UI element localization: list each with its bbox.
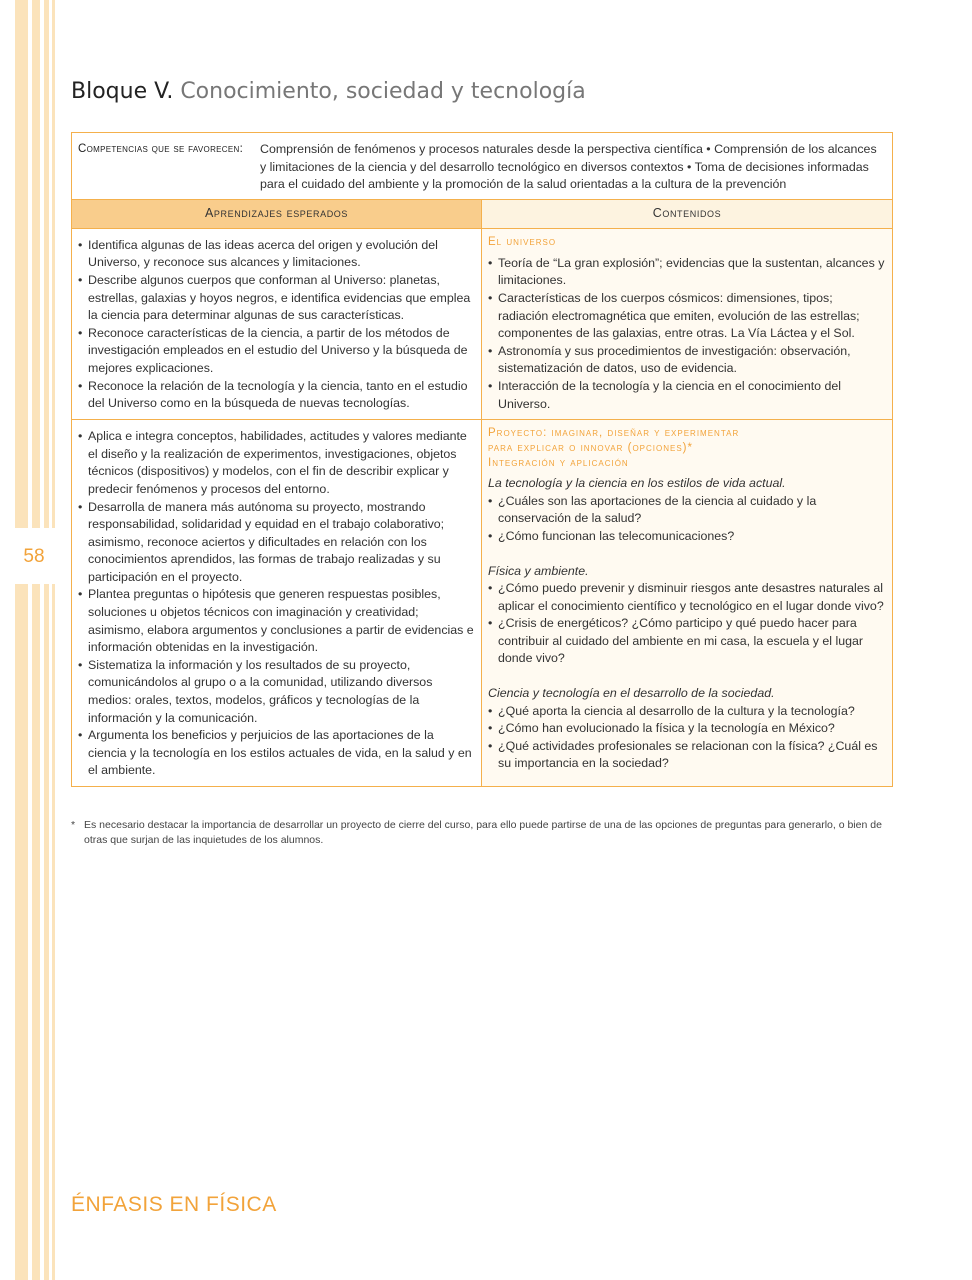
list-item: • ¿Cómo funcionan las telecomunicaciones? xyxy=(488,528,886,546)
group-title: Ciencia y tecnología en el desarrollo de la sociedad. xyxy=(488,686,775,701)
curriculum-table xyxy=(71,132,893,787)
list-item: • Describe algunos cuerpos que conforman al Universo: planetas, estrellas, galaxias y hoyos negros, e identifica evidencias que emplea la ciencia para determinar algunas de sus características. xyxy=(78,272,475,325)
table-row xyxy=(72,420,893,787)
list-item: • Desarrolla de manera más autónoma su proyecto, mostrando responsabilidad, solidaridad y equidad en el trabajo colaborativo; asimismo, reconoce aciertos y dificultades en relación con los conocimientos aprendidos, las formas de trabajo realizadas y su participación en el proyecto. xyxy=(78,499,475,587)
margin-stripe xyxy=(44,0,49,1280)
footnote-text: Es necesario destacar la importancia de desarrollar un proyecto de cierre del curso, para ello puede partirse de una de las opciones de preguntas para generarlo, o bien de otras que surjan de las inquietudes de los alumnos. xyxy=(84,819,882,846)
list-item: • ¿Qué actividades profesionales se relacionan con la física? ¿Cuál es su importancia en la sociedad? xyxy=(488,738,886,773)
block-label: Bloque V. xyxy=(71,79,174,104)
section-title: Proyecto: imaginar, diseñar y experimentar xyxy=(488,427,740,440)
competencias-row xyxy=(72,133,893,200)
list-item: • Características de los cuerpos cósmicos: dimensiones, tipos; radiación electromagnética que emiten, evolución de las estrellas; componentes de las galaxias, entre otras. La Vía Láctea y el Sol. xyxy=(488,290,886,343)
contenidos-list xyxy=(488,703,886,773)
margin-stripe xyxy=(32,0,40,1280)
footnote-marker: * xyxy=(71,819,76,831)
page-footer: ÉNFASIS EN FÍSICA xyxy=(71,1193,277,1216)
list-item: • Argumenta los beneficios y perjuicios de las aportaciones de la ciencia y la tecnología en los estilos actuales de vida, en la salud y en el ambiente. xyxy=(78,727,475,780)
competencias-text: Comprensión de fenómenos y procesos naturales desde la perspectiva científica • Comprensión de los alcances y limitaciones de la ciencia y del desarrollo tecnológico en diversos contextos • Toma de decisiones informadas para el cuidado del ambiente y la promoción de la salud orientadas a la cultura de la prevención xyxy=(260,142,877,192)
competencias-cell xyxy=(72,133,893,200)
margin-stripe xyxy=(15,0,28,1280)
list-item: • Reconoce la relación de la tecnología y la ciencia, tanto en el estudio del Universo como en la búsqueda de nuevas tecnologías. xyxy=(78,378,475,413)
table-row xyxy=(72,228,893,419)
group-title: Física y ambiente. xyxy=(488,563,589,578)
contenidos-list xyxy=(488,493,886,546)
contenidos-list xyxy=(488,255,886,413)
group-title: La tecnología y la ciencia en los estilos de vida actual. xyxy=(488,476,786,491)
aprendizajes-cell xyxy=(72,420,482,787)
contenidos-list xyxy=(488,580,886,668)
contenidos-cell xyxy=(482,228,893,419)
section-title: El universo xyxy=(488,235,557,248)
list-item: • ¿Cómo han evolucionado la física y la tecnología en México? xyxy=(488,720,886,738)
competencias-label: Competencias que se favorecen: xyxy=(78,143,244,155)
aprendizajes-list xyxy=(78,237,475,413)
list-item: • ¿Cómo puedo prevenir y disminuir riesgos ante desastres naturales al aplicar el conocimiento científico y tecnológico en el lugar donde vivo? xyxy=(488,580,886,615)
list-item: • ¿Qué aporta la ciencia al desarrollo de la cultura y la tecnología? xyxy=(488,703,886,721)
margin-stripe xyxy=(52,0,55,1280)
list-item: • ¿Crisis de energéticos? ¿Cómo participo y qué puedo hacer para contribuir al cuidado del ambiente en mi casa, la escuela y el lugar donde vivo? xyxy=(488,615,886,668)
page-title xyxy=(71,79,586,104)
section-title: para explicar o innovar (opciones)* xyxy=(488,442,693,455)
list-item: • Astronomía y sus procedimientos de investigación: observación, sistematización de datos, uso de evidencia. xyxy=(488,343,886,378)
aprendizajes-cell xyxy=(72,228,482,419)
list-item: • Aplica e integra conceptos, habilidades, actitudes y valores mediante el diseño y la realización de experimentos, investigaciones, objetos técnicos (dispositivos) y modelos, con el fin de describir explicar y predecir fenómenos y procesos del entorno. xyxy=(78,428,475,498)
list-item: • Teoría de “La gran explosión”; evidencias que la sustentan, alcances y limitaciones. xyxy=(488,255,886,290)
list-item: • Plantea preguntas o hipótesis que generen respuestas posibles, soluciones u objetos técnicos con imaginación y creatividad; asimismo, elabora argumentos y conclusiones a partir de evidencias e información obtenidas en la investigación. xyxy=(78,586,475,656)
list-item: • Interacción de la tecnología y la ciencia en el conocimiento del Universo. xyxy=(488,378,886,413)
page-number: 58 xyxy=(23,546,45,567)
footnote xyxy=(71,818,896,847)
list-item: • Reconoce características de la ciencia, a partir de los métodos de investigación empleados en el estudio del Universo y la búsqueda de mejores explicaciones. xyxy=(78,325,475,378)
section-title: Integración y aplicación xyxy=(488,457,629,470)
list-item: • Identifica algunas de las ideas acerca del origen y evolución del Universo, y reconoce sus alcances y limitaciones. xyxy=(78,237,475,272)
list-item: • Sistematiza la información y los resultados de su proyecto, comunicándolos al grupo o a la comunidad, utilizando diversos medios: orales, textos, modelos, gráficos y tecnologías de la información y la comunicación. xyxy=(78,657,475,727)
header-aprendizajes: Aprendizajes esperados xyxy=(72,199,482,228)
header-contenidos: Contenidos xyxy=(482,199,893,228)
table-header-row xyxy=(72,199,893,228)
block-title: Conocimiento, sociedad y tecnología xyxy=(180,79,586,104)
contenidos-cell xyxy=(482,420,893,787)
aprendizajes-list xyxy=(78,428,475,780)
list-item: • ¿Cuáles son las aportaciones de la ciencia al cuidado y la conservación de la salud? xyxy=(488,493,886,528)
